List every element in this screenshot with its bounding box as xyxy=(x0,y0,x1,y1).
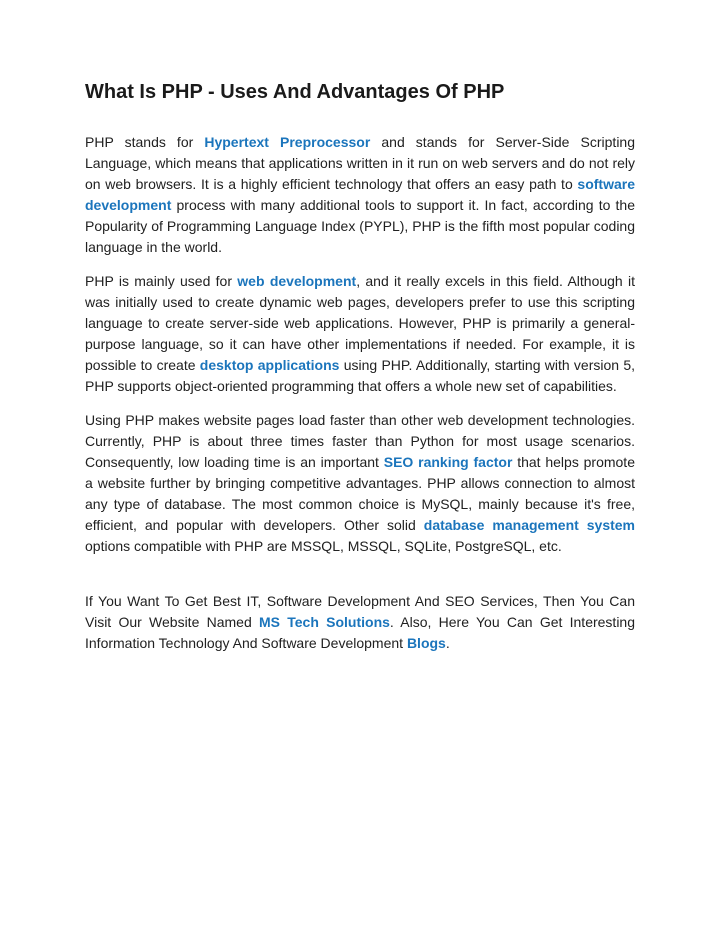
paragraph xyxy=(85,410,635,557)
inline-link[interactable]: Hypertext Preprocessor xyxy=(204,134,371,150)
text-run: that helps promote a website further by bringing competitive advantages. PHP allows connection to almost any type of database. The most common choice is MySQL, mainly because it's free, efficient, and popular with developers. Other solid xyxy=(85,454,635,533)
text-run: using PHP. Additionally, starting with version 5, PHP supports object-oriented programming that offers a whole new set of capabilities. xyxy=(85,357,636,394)
inline-link[interactable]: desktop applications xyxy=(199,357,340,373)
inline-link[interactable]: SEO ranking factor xyxy=(383,454,513,470)
text-run: . xyxy=(445,635,450,651)
article-body xyxy=(85,132,635,654)
text-run: process with many additional tools to support it. In fact, according to the Popularity of Programming Language Index (PYPL), PHP is the fifth most popular coding language in the world. xyxy=(85,197,635,255)
page-title: What Is PHP - Uses And Advantages Of PHP xyxy=(85,81,505,103)
inline-link[interactable]: MS Tech Solutions xyxy=(259,614,390,630)
text-run: PHP is mainly used for xyxy=(85,273,238,289)
text-run: options compatible with PHP are MSSQL, MSSQL, SQLite, PostgreSQL, etc. xyxy=(85,538,562,554)
text-run: , and it really excels in this field. Although it was initially used to create dynamic web pages, developers prefer to use this scripting language to create server-side web applications. However, PHP is primarily a general-purpose language, so it can have other implementations if needed. For example, it is possible to create xyxy=(85,273,636,373)
text-run: and stands for Server-Side Scripting Language, which means that applications written in it run on web servers and do not rely on web browsers. It is a highly efficient technology that offers an easy path to xyxy=(85,134,636,192)
paragraph xyxy=(85,271,635,397)
text-run: Using PHP makes website pages load faster than other web development technologies. Currently, PHP is about three times faster than Python for most usage scenarios. Consequently, low loading time is an important xyxy=(85,412,635,470)
paragraph xyxy=(85,591,635,654)
text-run: If You Want To Get Best IT, Software Development And SEO Services, Then You Can Visit Our Website Named xyxy=(85,593,635,630)
inline-link[interactable]: web development xyxy=(237,273,357,289)
text-run: PHP stands for xyxy=(85,134,205,150)
text-run: . Also, Here You Can Get Interesting Information Technology And Software Development xyxy=(85,614,636,651)
inline-link[interactable]: Blogs xyxy=(406,635,446,651)
inline-link[interactable]: software development xyxy=(85,176,635,213)
paragraph xyxy=(85,132,635,258)
inline-link[interactable]: database management system xyxy=(423,517,635,533)
